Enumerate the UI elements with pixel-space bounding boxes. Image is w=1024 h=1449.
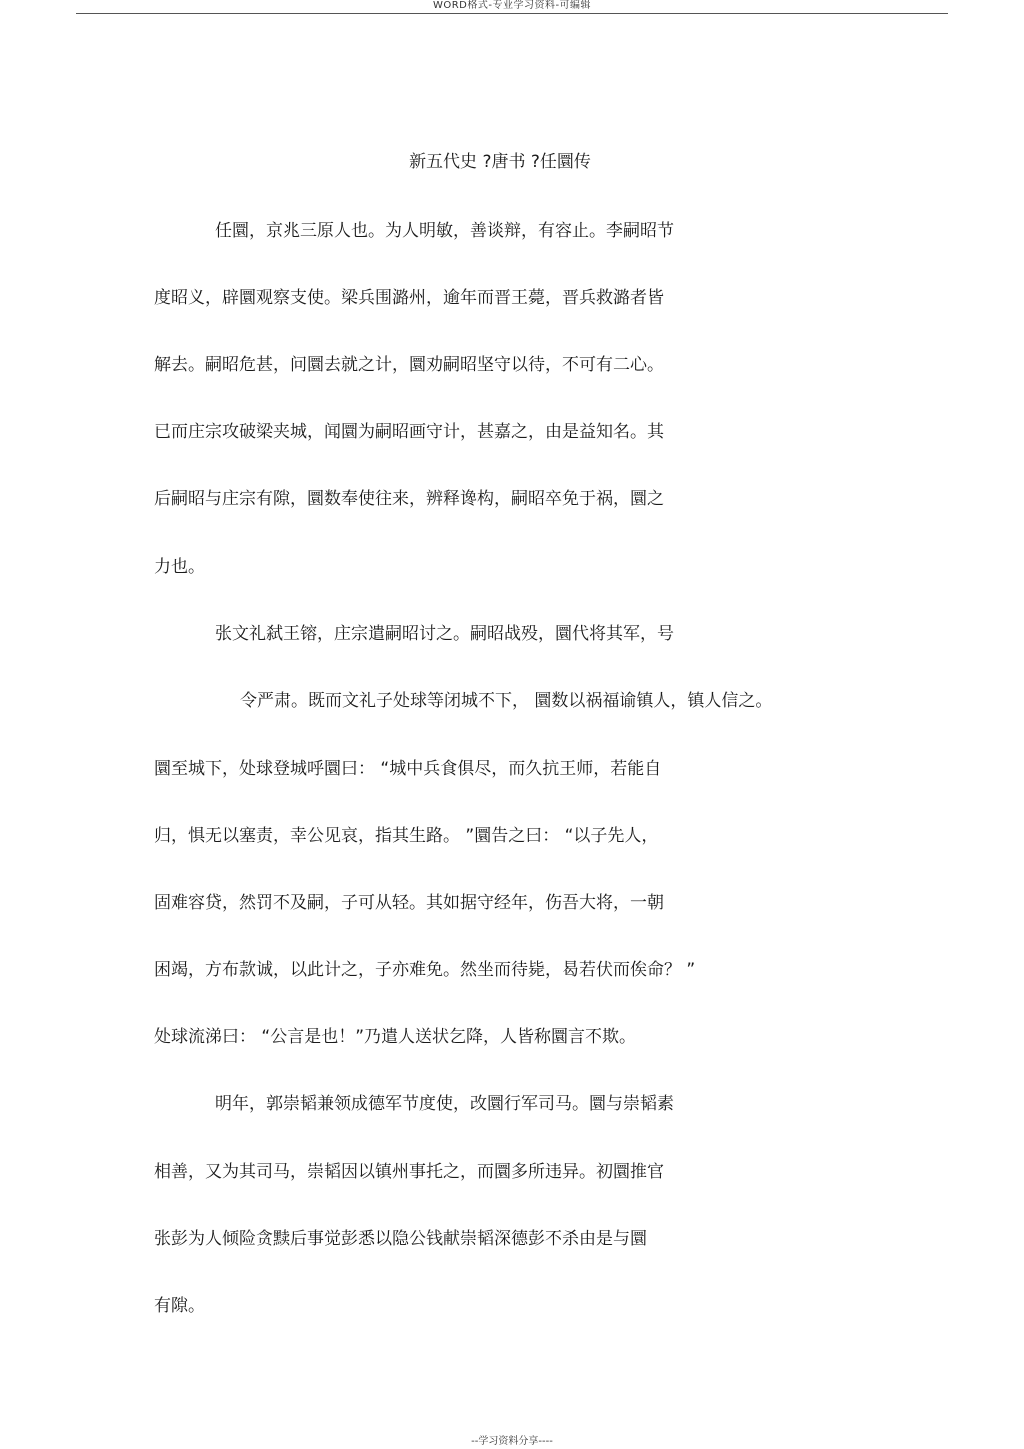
paragraph-line: 张彭为人倾险贪黩后事觉彭悉以隐公钱献崇韬深德彭不杀由是与圜 xyxy=(154,1229,647,1249)
paragraph-line: 固难容贷，然罚不及嗣，子可从轻。其如据守经年，伤吾大将，一朝 xyxy=(154,893,664,913)
paragraph-line: 相善，又为其司马，崇韬因以镇州事托之，而圜多所违异。初圜推官 xyxy=(154,1162,664,1182)
document-title: 新五代史 ?唐书 ?任圜传 xyxy=(409,152,591,172)
paragraph-line: 困竭，方布款诚，以此计之，子亦难免。然坐而待毙，曷若伏而俟命？ ” xyxy=(154,960,696,980)
paragraph-line: 有隙。 xyxy=(154,1296,205,1316)
paragraph-line: 任圜，京兆三原人也。为人明敏，善谈辩，有容止。李嗣昭节 xyxy=(215,221,674,241)
paragraph-line: 张文礼弑王镕，庄宗遣嗣昭讨之。嗣昭战殁，圜代将其军，号 xyxy=(215,624,674,644)
paragraph-line: 已而庄宗攻破梁夹城，闻圜为嗣昭画守计，甚嘉之，由是益知名。其 xyxy=(154,422,664,442)
paragraph-line: 明年，郭崇韬兼领成德军节度使，改圜行军司马。圜与崇韬素 xyxy=(215,1094,674,1114)
paragraph-line: 力也。 xyxy=(154,557,205,577)
paragraph-line: 令严肃。既而文礼子处球等闭城不下， 圜数以祸福谕镇人，镇人信之。 xyxy=(240,691,773,711)
page-footer: --学习资料分享---- xyxy=(471,1436,553,1447)
paragraph-line: 度昭义，辟圜观察支使。梁兵围潞州，逾年而晋王薨，晋兵救潞者皆 xyxy=(154,288,664,308)
header-text: WORD格式-专业学习资料-可编辑 xyxy=(432,0,592,11)
paragraph-line: 归，惧无以塞责，幸公见哀，指其生路。 ”圜告之曰： “以子先人， xyxy=(154,826,659,846)
paragraph-line: 解去。嗣昭危甚，问圜去就之计，圜劝嗣昭坚守以待，不可有二心。 xyxy=(154,355,664,375)
paragraph-line: 圜至城下，处球登城呼圜曰： “城中兵食俱尽，而久抗王师，若能自 xyxy=(154,759,662,779)
paragraph-line: 处球流涕曰： “公言是也！”乃遣人送状乞降，人皆称圜言不欺。 xyxy=(154,1027,637,1047)
header-divider xyxy=(76,13,948,14)
paragraph-line: 后嗣昭与庄宗有隙，圜数奉使往来，辨释谗构，嗣昭卒免于祸，圜之 xyxy=(154,489,664,509)
